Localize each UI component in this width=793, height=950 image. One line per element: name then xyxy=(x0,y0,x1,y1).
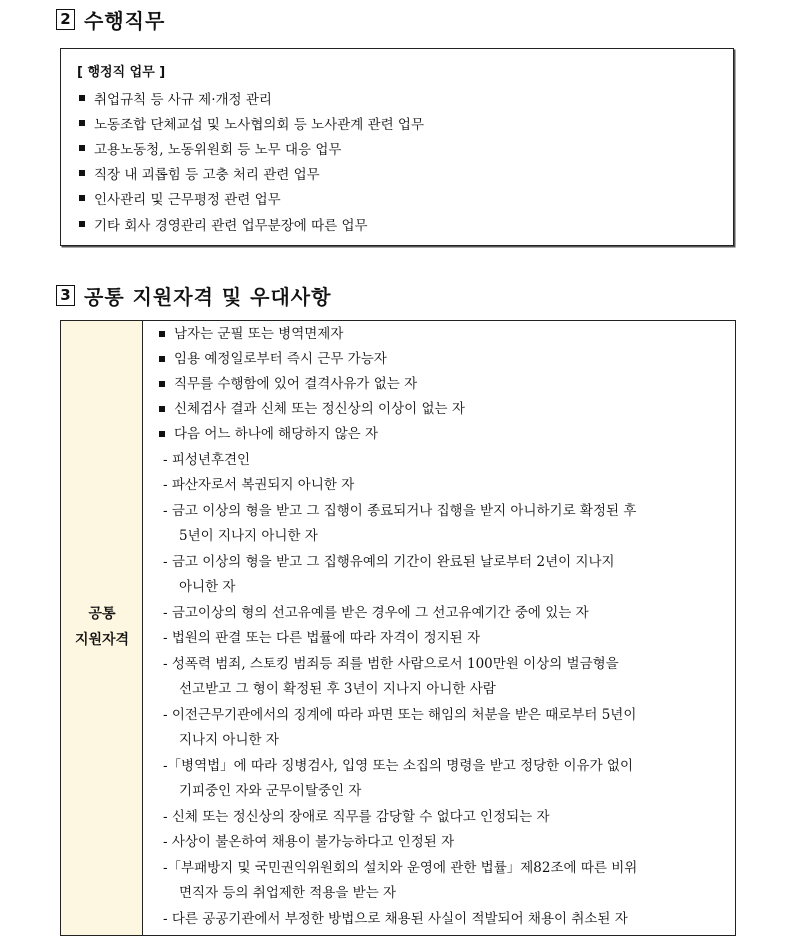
qualification-bullet xyxy=(157,422,378,446)
duty-item xyxy=(77,161,424,186)
disqualification-continuation: 지나지 아니한 자 xyxy=(179,732,279,748)
square-bullet-icon xyxy=(79,195,85,201)
square-bullet-icon xyxy=(159,381,165,387)
disqualification-continuation: 기피중인 자와 군무이탈중인 자 xyxy=(179,783,362,799)
disqualification-line: - 성폭력 범죄, 스토킹 범죄등 죄를 범한 사람으로서 100만원 이상의 벌금형을 xyxy=(163,656,619,672)
square-bullet-icon xyxy=(79,221,85,227)
side-label xyxy=(61,601,143,653)
duties-heading: [ 행정직 업무 ] xyxy=(77,65,166,80)
duty-item-text: 노동조합 단체교섭 및 노사협의회 등 노사관계 관련 업무 xyxy=(94,116,424,133)
section-3-number: 3 xyxy=(56,285,75,306)
section-2-title xyxy=(56,5,165,34)
duty-item-text: 직장 내 괴롭힘 등 고충 처리 관련 업무 xyxy=(94,167,320,184)
disqualification-line: - 법원의 판결 또는 다른 법률에 따라 자격이 정지된 자 xyxy=(163,630,481,646)
disqualification-continuation: 아니한 자 xyxy=(179,579,236,595)
disqualification-line: - 사상이 불온하여 채용이 불가능하다고 인정된 자 xyxy=(163,834,455,850)
duty-item-text: 기타 회사 경영관리 관련 업무분장에 따른 업무 xyxy=(94,217,368,234)
disqualification-line: - 다른 공공기관에서 부정한 방법으로 채용된 사실이 적발되어 채용이 취소된 자 xyxy=(163,911,628,927)
qualification-bullet xyxy=(157,322,343,346)
qualification-bullet-text: 직무를 수행함에 있어 결격사유가 없는 자 xyxy=(174,376,418,392)
duty-item xyxy=(77,135,424,160)
disqualification-line: -「병역법」에 따라 징병검사, 입영 또는 소집의 명령을 받고 정당한 이유가 없이 xyxy=(163,758,633,774)
duty-item-text: 고용노동청, 노동위원회 등 노무 대응 업무 xyxy=(94,141,342,158)
square-bullet-icon xyxy=(79,120,85,126)
side-label-line-1: 공통 xyxy=(88,606,116,622)
disqualification-line: -「부패방지 및 국민권익위원회의 설치와 운영에 관한 법률」제82조에 따른 비위 xyxy=(163,860,638,876)
side-label-line-2: 지원자격 xyxy=(74,632,130,648)
disqualification-continuation: 선고받고 그 형이 확정된 후 3년이 지나지 아니한 사람 xyxy=(179,681,496,697)
qualification-bullet xyxy=(157,397,465,421)
square-bullet-icon xyxy=(159,331,165,337)
square-bullet-icon xyxy=(79,95,85,101)
disqualification-line: - 금고 이상의 형을 받고 그 집행이 종료되거나 집행을 받지 아니하기로 확정된 후 xyxy=(163,503,637,519)
qualification-bullet xyxy=(157,372,417,396)
disqualification-continuation: 5년이 지나지 아니한 자 xyxy=(179,528,318,544)
disqualification-line: - 이전근무기관에서의 징계에 따라 파면 또는 해임의 처분을 받은 때로부터 5년이 xyxy=(163,707,637,723)
disqualification-continuation: 면직자 등의 취업제한 적용을 받는 자 xyxy=(179,885,397,901)
section-2-number: 2 xyxy=(56,9,75,30)
qualification-bullet-text: 다음 어느 하나에 해당하지 않은 자 xyxy=(174,426,379,442)
disqualification-line: - 파산자로서 복권되지 아니한 자 xyxy=(163,477,355,493)
section-3-title xyxy=(56,281,331,310)
duty-item-text: 인사관리 및 근무평정 관련 업무 xyxy=(94,192,281,209)
qualification-bullet-text: 신체검사 결과 신체 또는 정신상의 이상이 없는 자 xyxy=(174,401,465,417)
disqualification-line: - 신체 또는 정신상의 장애로 직무를 감당할 수 없다고 인정되는 자 xyxy=(163,809,550,825)
qualification-bullet-text: 남자는 군필 또는 병역면제자 xyxy=(174,326,344,342)
section-3-title-text: 공통 지원자격 및 우대사항 xyxy=(84,285,332,309)
duty-item xyxy=(77,186,424,211)
duty-item xyxy=(77,211,424,236)
square-bullet-icon xyxy=(79,170,85,176)
duties-box xyxy=(60,48,734,246)
square-bullet-icon xyxy=(79,145,85,151)
square-bullet-icon xyxy=(159,356,165,362)
duty-item xyxy=(77,110,424,135)
qualification-bullet-text: 임용 예정일로부터 즉시 근무 가능자 xyxy=(174,351,387,367)
qualifications-table xyxy=(60,320,736,936)
duty-item xyxy=(77,85,424,110)
disqualification-line: - 피성년후견인 xyxy=(163,452,251,468)
duties-list xyxy=(77,85,424,236)
disqualification-line: - 금고이상의 형의 선고유예를 받은 경우에 그 선고유예기간 중에 있는 자 xyxy=(163,605,589,621)
disqualification-line: - 금고 이상의 형을 받고 그 집행유예의 기간이 완료된 날로부터 2년이 지나지 xyxy=(163,554,615,570)
qualifications-side-cell xyxy=(61,321,143,935)
duty-item-text: 취업규칙 등 사규 제·개정 관리 xyxy=(94,91,272,108)
qualification-bullet xyxy=(157,347,387,371)
section-2-title-text: 수행직무 xyxy=(84,9,166,33)
square-bullet-icon xyxy=(159,431,165,437)
square-bullet-icon xyxy=(159,406,165,412)
